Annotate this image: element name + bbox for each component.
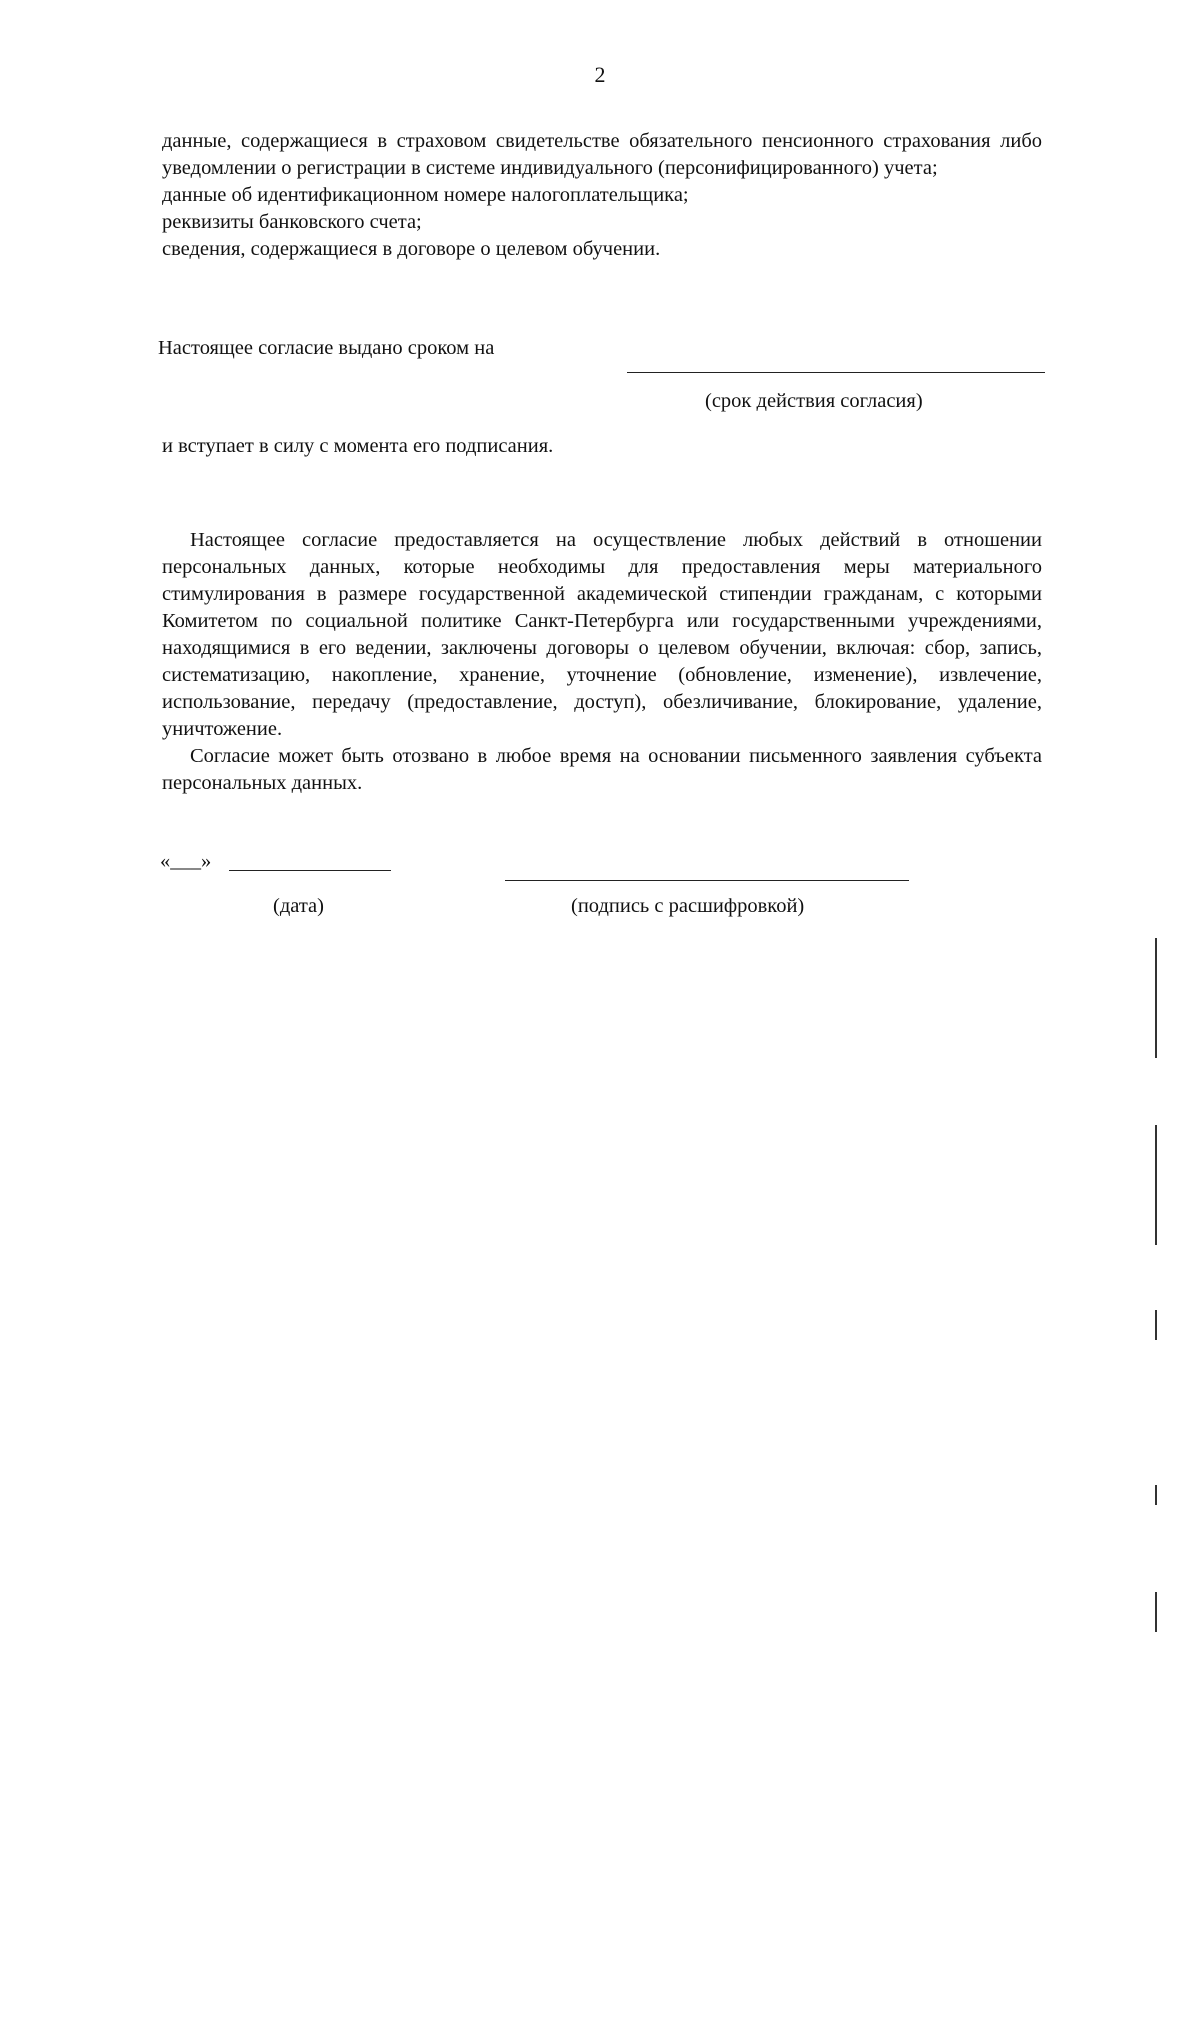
date-caption: (дата)	[273, 895, 324, 917]
scan-margin-mark	[1155, 1125, 1157, 1245]
list-item: данные, содержащиеся в страховом свидетельстве обязательного пенсионного страхования либо уведомлении о регистрации в системе индивидуального (персонифицированного) учета;	[162, 130, 1042, 179]
signature-input-line[interactable]	[505, 880, 909, 881]
consent-body	[162, 527, 1042, 797]
term-input-line[interactable]	[627, 372, 1045, 373]
consent-paragraph: Настоящее согласие предоставляется на осуществление любых действий в отношении персональных данных, которые необходимы для предоставления меры материального стимулирования в размере государственной академической стипендии гражданам, с которыми Комитетом по социальной политике Санкт-Петербурга или государственными учреждениями, находящимися в его ведении, заключены договоры о целевом обучении, включая: сбор, запись, систематизацию, накопление, хранение, уточнение (обновление, изменение), извлечение, использование, передачу (предоставление, доступ), обезличивание, блокирование, удаление, уничтожение.	[162, 529, 1042, 740]
term-caption: (срок действия согласия)	[705, 390, 923, 412]
list-item: реквизиты банковского счета;	[162, 211, 422, 233]
term-label: Настоящее согласие выдано сроком на	[158, 337, 495, 359]
list-item: сведения, содержащиеся в договоре о целевом обучении.	[162, 238, 661, 260]
term-continuation: и вступает в силу с момента его подписания.	[162, 435, 554, 457]
date-day-field[interactable]: «___»	[160, 850, 212, 872]
signature-caption: (подпись с расшифровкой)	[571, 895, 805, 917]
scan-margin-mark	[1155, 1592, 1157, 1632]
date-input-line[interactable]	[229, 870, 391, 871]
revocation-paragraph: Согласие может быть отозвано в любое время на основании письменного заявления субъекта персональных данных.	[162, 745, 1042, 794]
scan-margin-mark	[1155, 938, 1157, 1058]
data-items-list	[162, 128, 1042, 263]
list-item: данные об идентификационном номере налогоплательщика;	[162, 184, 689, 206]
scan-margin-mark	[1155, 1485, 1157, 1505]
page-number: 2	[594, 62, 606, 87]
scan-margin-mark	[1155, 1310, 1157, 1340]
